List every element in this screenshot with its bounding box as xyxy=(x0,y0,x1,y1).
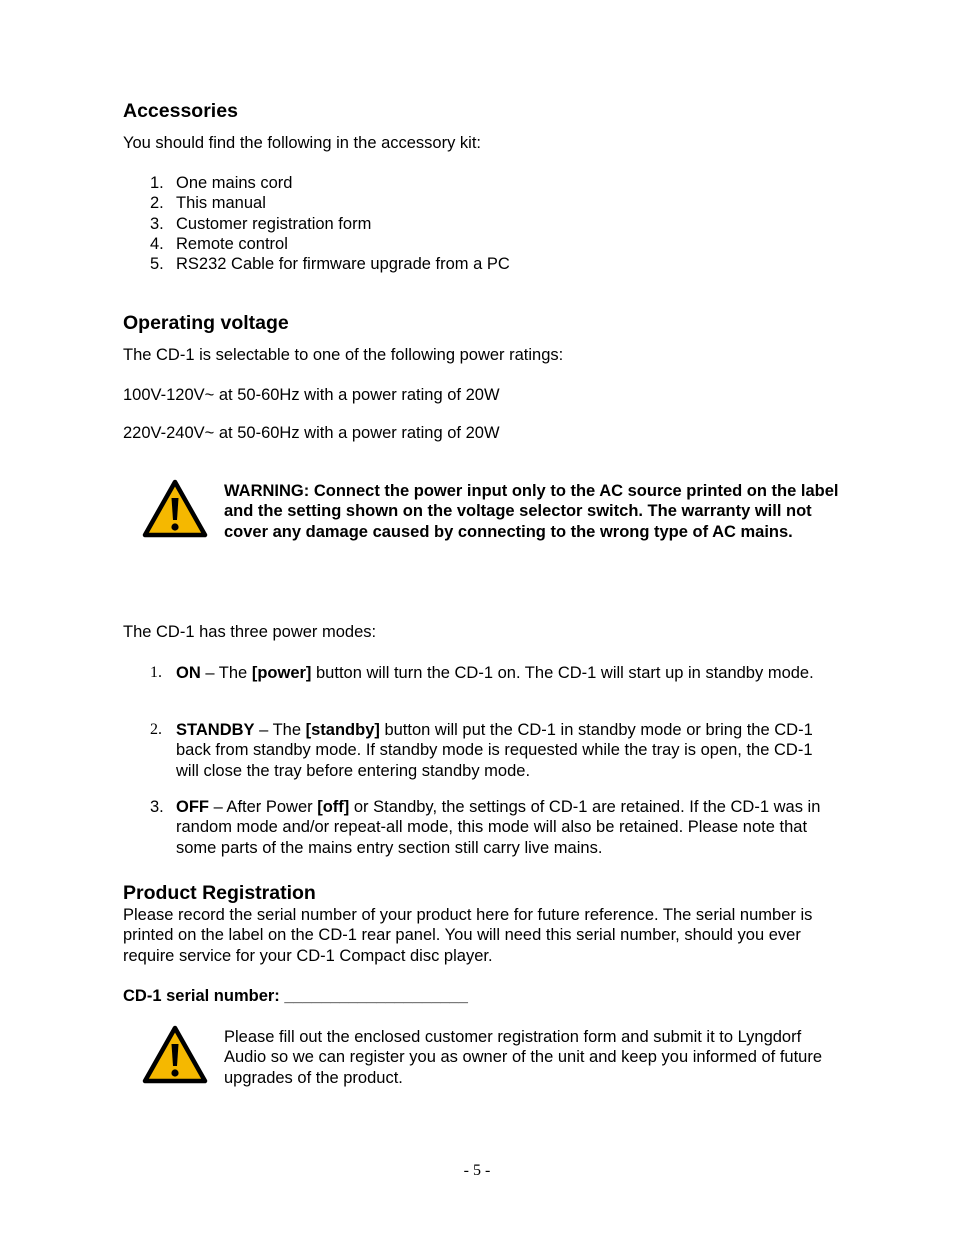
mode-connector: – The xyxy=(254,721,306,739)
list-item-number: 3. xyxy=(150,215,164,233)
list-item xyxy=(176,720,836,781)
list-item: RS232 Cable for firmware upgrade from a PC xyxy=(176,255,510,273)
accessories-intro: You should find the following in the accessory kit: xyxy=(123,134,482,152)
voltage-rating-1: 100V-120V~ at 50-60Hz with a power rating of 20W xyxy=(123,386,500,404)
mode-description: or Standby, the settings of CD-1 are retained. If the CD-1 was in random mode and/or repeat-all mode, this mode will also be retained. Please note that some parts of the mains entry section still carry live mains. xyxy=(176,798,821,857)
list-item-number: 1. xyxy=(150,664,162,681)
mode-connector: – The xyxy=(200,664,252,682)
warning-triangle-icon xyxy=(142,1025,208,1085)
mode-button-name: [power] xyxy=(251,664,312,682)
registration-body: Please record the serial number of your product here for future reference. The serial number is printed on the label on the CD-1 rear panel. You will need this serial number, should you ever require service for your CD-1 Compact disc player. xyxy=(123,906,813,965)
accessories-heading: Accessories xyxy=(123,100,238,122)
list-item: This manual xyxy=(176,194,266,212)
list-item-number: 2. xyxy=(150,194,164,212)
list-item xyxy=(176,663,836,683)
voltage-rating-2: 220V-240V~ at 50-60Hz with a power rating of 20W xyxy=(123,424,500,442)
mode-term: STANDBY xyxy=(176,721,255,739)
mode-button-name: [off] xyxy=(317,798,350,816)
list-item-number: 5. xyxy=(150,255,164,273)
voltage-heading: Operating voltage xyxy=(123,312,289,334)
mode-term: ON xyxy=(176,664,201,682)
list-item: Remote control xyxy=(176,235,288,253)
mode-description: button will put the CD-1 in standby mode or bring the CD-1 back from standby mode. If standby mode is requested while the tray is open, the CD-1 will close the tray before entering standby mode. xyxy=(176,721,813,780)
list-item-number: 2. xyxy=(150,721,162,738)
modes-intro: The CD-1 has three power modes: xyxy=(123,623,377,641)
mode-connector: – After Power xyxy=(209,798,318,816)
page-number: - 5 - xyxy=(463,1162,491,1179)
warning-triangle-icon xyxy=(142,479,208,539)
list-item-number: 1. xyxy=(150,174,164,192)
registration-heading: Product Registration xyxy=(123,882,316,904)
list-item: One mains cord xyxy=(176,174,293,192)
list-item xyxy=(176,797,836,858)
serial-number-field: CD-1 serial number: ____________________ xyxy=(123,987,468,1005)
mode-button-name: [standby] xyxy=(305,721,380,739)
list-item: Customer registration form xyxy=(176,215,372,233)
voltage-warning: WARNING: Connect the power input only to the AC source printed on the label and the setting shown on the voltage selector switch. The warranty will not cover any damage caused by connecting to the wrong type of AC mains. xyxy=(224,482,839,541)
mode-description: button will turn the CD-1 on. The CD-1 will start up in standby mode. xyxy=(311,664,814,682)
voltage-intro: The CD-1 is selectable to one of the following power ratings: xyxy=(123,346,564,364)
mode-term: OFF xyxy=(176,798,209,816)
list-item-number: 3. xyxy=(150,798,164,816)
list-item-number: 4. xyxy=(150,235,164,253)
registration-note: Please fill out the enclosed customer registration form and submit it to Lyngdorf Audio so we can register you as owner of the unit and keep you informed of future upgrades of the product. xyxy=(224,1028,823,1087)
